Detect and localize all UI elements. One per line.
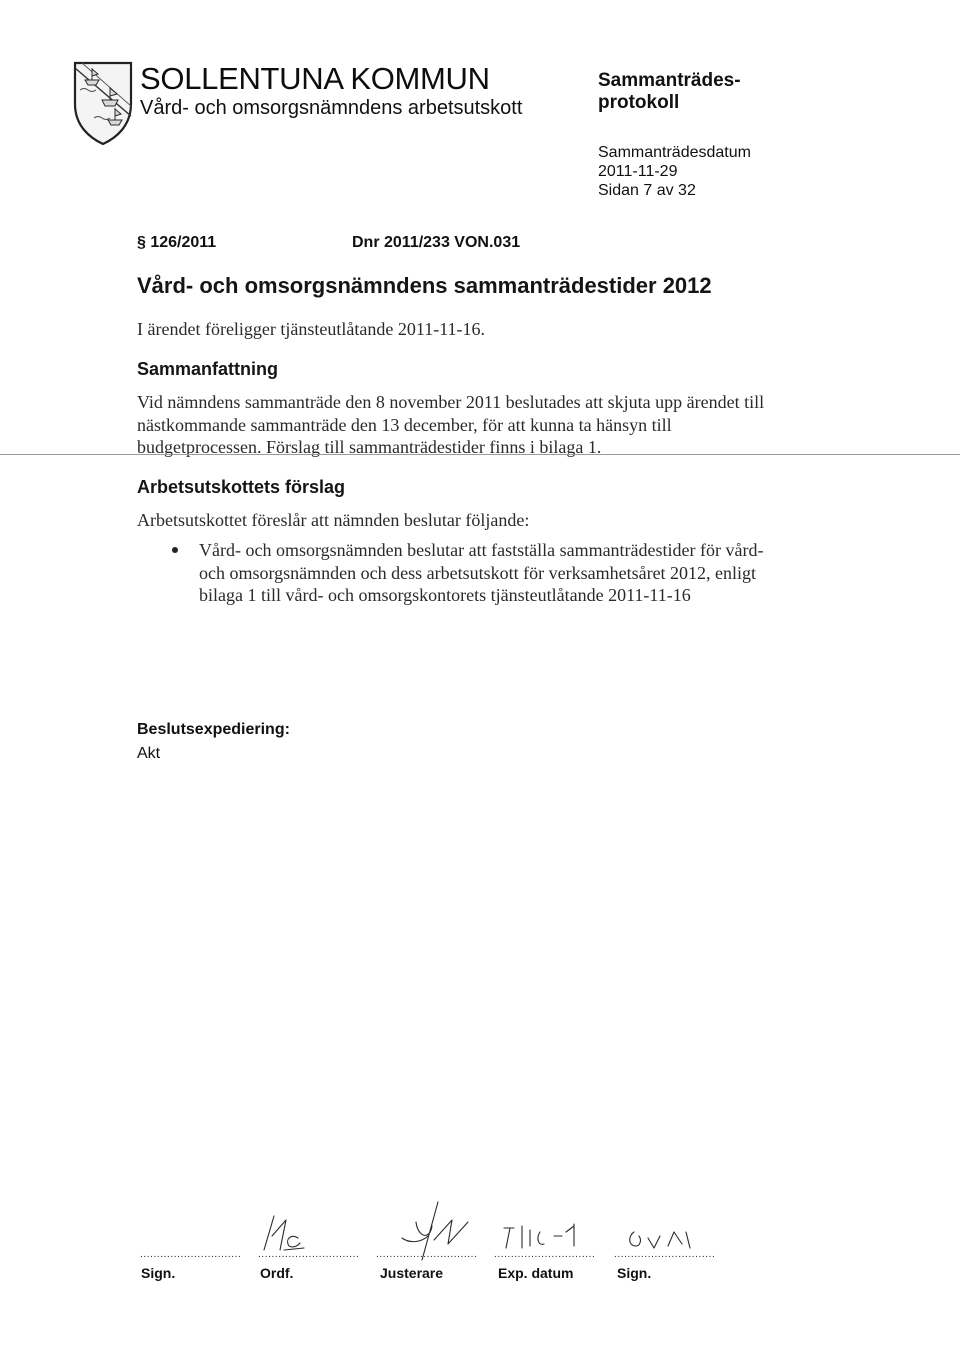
document-type-line2: protokoll <box>598 92 680 113</box>
signature-line-sign-2: .............................. <box>614 1250 716 1260</box>
signature-line-exp-datum: .............................. <box>494 1250 596 1260</box>
meeting-date-value: 2011-11-29 <box>598 163 678 180</box>
signature-label-ordf: Ordf. <box>260 1265 294 1281</box>
summary-text: Vid nämndens sammanträde den 8 november 2011 beslutades att skjuta upp ärendet till nästkommande sammanträde den 13 december, för att kunna ta hänsyn till budgetprocessen. Förslag till sammanträdestider finns i bilaga 1. <box>137 392 765 457</box>
scan-line-divider <box>0 454 960 455</box>
handwritten-date <box>500 1222 590 1252</box>
expedition-value: Akt <box>137 745 161 762</box>
handwritten-initials-ordf <box>258 1210 308 1254</box>
signature-label-justerare: Justerare <box>380 1265 444 1281</box>
bullet-icon <box>172 547 178 553</box>
proposal-bullet: Vård- och omsorgsnämnden beslutar att fastställa sammanträdestider för vård- och omsorgsnämnden och dess arbetsutskott för verksamhetsåret 2012, enligt bilaga 1 till vård- och omsorgskontorets tjänsteutlåtande 2011-11-16 <box>199 540 764 605</box>
signature-label-sign-2: Sign. <box>617 1265 652 1281</box>
handwritten-initials-sign-2 <box>626 1226 696 1252</box>
handwritten-initials-justerare <box>382 1198 482 1270</box>
document-type <box>598 70 741 114</box>
organization-unit: Vård- och omsorgsnämndens arbetsutskott <box>140 97 523 119</box>
document-type-line1: Sammanträdes- <box>598 70 741 91</box>
expedition-heading: Beslutsexpediering: <box>137 721 290 738</box>
signature-line-justerare: .............................. <box>376 1250 478 1260</box>
diary-number: Dnr 2011/233 VON.031 <box>352 234 521 251</box>
summary-heading: Sammanfattning <box>137 359 279 379</box>
page-info: Sidan 7 av 32 <box>598 182 696 199</box>
proposal-intro: Arbetsutskottet föreslår att nämnden beslutar följande: <box>137 510 530 530</box>
basis-text: I ärendet föreligger tjänsteutlåtande 2011-11-16. <box>137 319 486 339</box>
organization-name: SOLLENTUNA KOMMUN <box>140 61 490 96</box>
proposal-heading: Arbetsutskottets förslag <box>137 477 346 497</box>
signature-label-exp-datum: Exp. datum <box>498 1265 574 1281</box>
municipal-crest-icon <box>72 60 134 146</box>
signature-label-sign-1: Sign. <box>141 1265 176 1281</box>
meeting-date-label: Sammanträdesdatum <box>598 144 751 161</box>
signature-line-ordf: .............................. <box>258 1250 360 1260</box>
page-title: Vård- och omsorgsnämndens sammanträdestider 2012 <box>137 273 712 298</box>
signature-line-sign-1: .............................. <box>140 1250 242 1260</box>
paragraph-number: § 126/2011 <box>137 234 217 251</box>
